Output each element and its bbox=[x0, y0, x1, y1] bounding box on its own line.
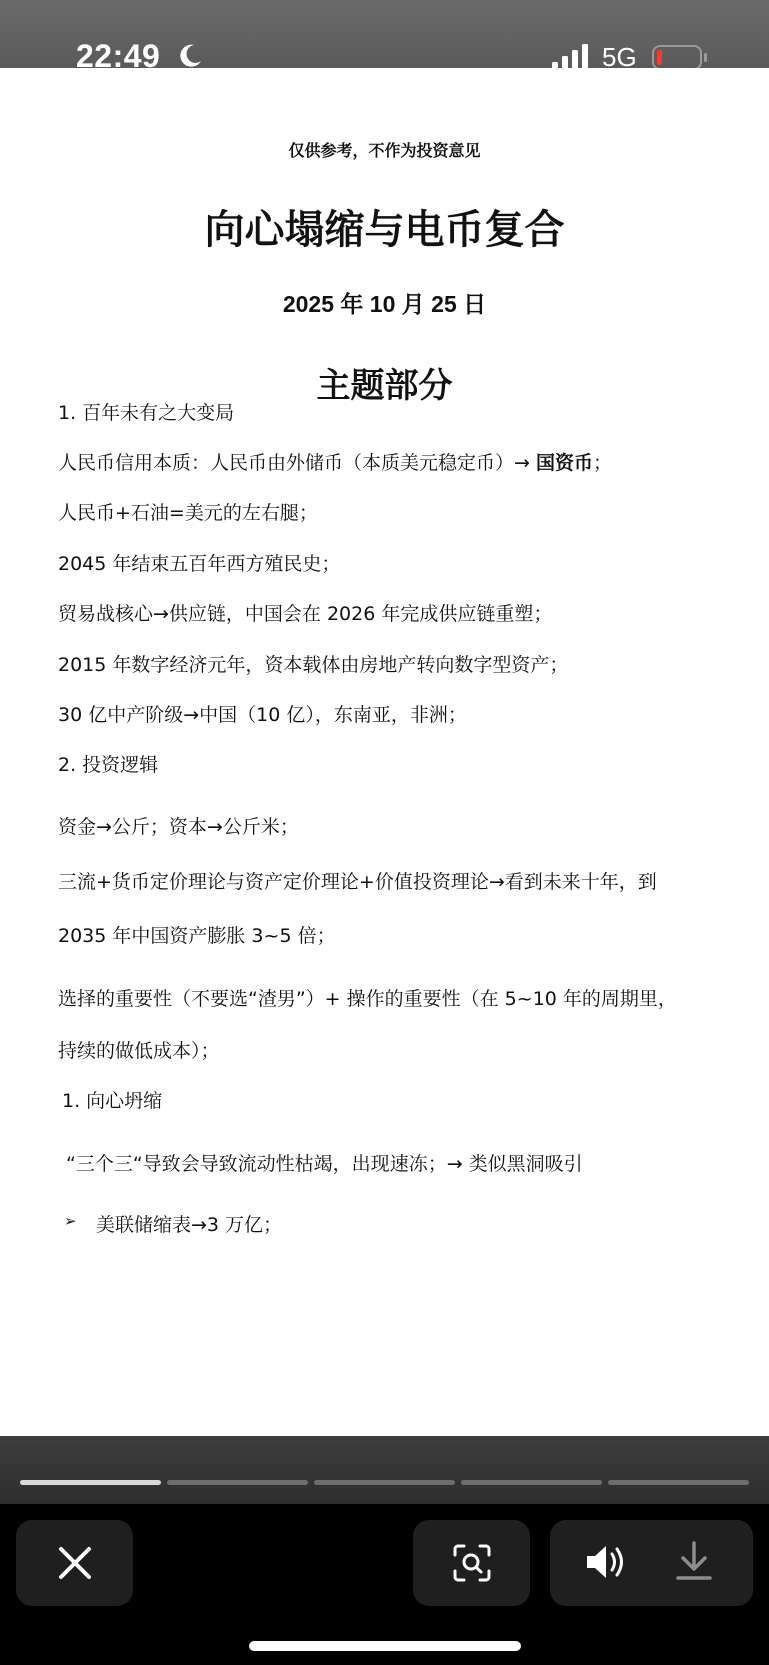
section-title: 主题部分 bbox=[316, 366, 453, 406]
progress-segment bbox=[167, 1480, 308, 1485]
story-progress bbox=[0, 1436, 769, 1504]
media-controls bbox=[550, 1520, 753, 1606]
heading-1: 1. 百年未有之大变局 bbox=[58, 402, 235, 424]
status-bar bbox=[0, 0, 769, 68]
text-span: 人民币信用本质：人民币由外储币（本质美元稳定币）→ bbox=[58, 452, 536, 474]
bullet-arrow-icon: ➢ bbox=[64, 1212, 77, 1230]
paragraph-line: 三流+货币定价理论与资产定价理论+价值投资理论→看到未来十年，到 bbox=[58, 871, 657, 893]
volume-button[interactable] bbox=[584, 1542, 628, 1586]
heading-2: 2. 投资逻辑 bbox=[58, 754, 159, 776]
document-title: 向心塌缩与电币复合 bbox=[204, 207, 565, 253]
home-indicator[interactable] bbox=[249, 1641, 521, 1651]
disclaimer: 仅供参考，不作为投资意见 bbox=[288, 141, 481, 160]
paragraph-line: 2015 年数字经济元年，资本载体由房地产转向数字型资产； bbox=[58, 654, 569, 676]
battery-icon bbox=[652, 45, 708, 68]
paragraph-line: 选择的重要性（不要选“渣男”）+ 操作的重要性（在 5~10 年的周期里， bbox=[58, 988, 677, 1010]
cellular-signal-icon bbox=[552, 44, 592, 68]
network-type: 5G bbox=[602, 42, 637, 68]
paragraph-line bbox=[58, 448, 612, 475]
progress-segment bbox=[20, 1480, 161, 1485]
status-time: 22:49 bbox=[76, 38, 161, 68]
progress-segment bbox=[608, 1480, 749, 1485]
paragraph-line: 持续的做低成本）； bbox=[58, 1040, 220, 1062]
paragraph-line: 人民币+石油=美元的左右腿； bbox=[58, 502, 318, 524]
bold-text: 国资币 bbox=[535, 452, 593, 474]
document-page bbox=[0, 68, 769, 1436]
paragraph-line: “三个三“导致会导致流动性枯竭，出现速冻；→ 类似黑洞吸引 bbox=[66, 1153, 583, 1175]
progress-segment bbox=[314, 1480, 455, 1485]
close-icon bbox=[57, 1545, 93, 1581]
visual-search-button[interactable] bbox=[413, 1520, 530, 1606]
bottom-controls bbox=[0, 1504, 769, 1665]
paragraph-line: 贸易战核心→供应链，中国会在 2026 年完成供应链重塑； bbox=[58, 603, 553, 625]
close-button[interactable] bbox=[16, 1520, 133, 1606]
visual-search-icon bbox=[452, 1543, 492, 1583]
paragraph-line: 资金→公斤；资本→公斤米； bbox=[58, 816, 299, 838]
paragraph-line: 2045 年结束五百年西方殖民史； bbox=[58, 553, 341, 575]
paragraph-line: 30 亿中产阶级→中国（10 亿），东南亚，非洲； bbox=[58, 704, 467, 726]
moon-icon bbox=[176, 42, 204, 68]
bullet-line: 美联储缩表→3 万亿； bbox=[96, 1214, 283, 1236]
heading-3: 1. 向心坍缩 bbox=[62, 1090, 163, 1112]
text-span: ； bbox=[592, 452, 612, 474]
download-icon bbox=[674, 1540, 714, 1582]
paragraph-line: 2035 年中国资产膨胀 3~5 倍； bbox=[58, 925, 336, 947]
volume-icon bbox=[584, 1542, 628, 1582]
progress-segment bbox=[461, 1480, 602, 1485]
document-date: 2025 年 10 月 25 日 bbox=[282, 291, 487, 317]
download-button[interactable] bbox=[674, 1540, 714, 1586]
